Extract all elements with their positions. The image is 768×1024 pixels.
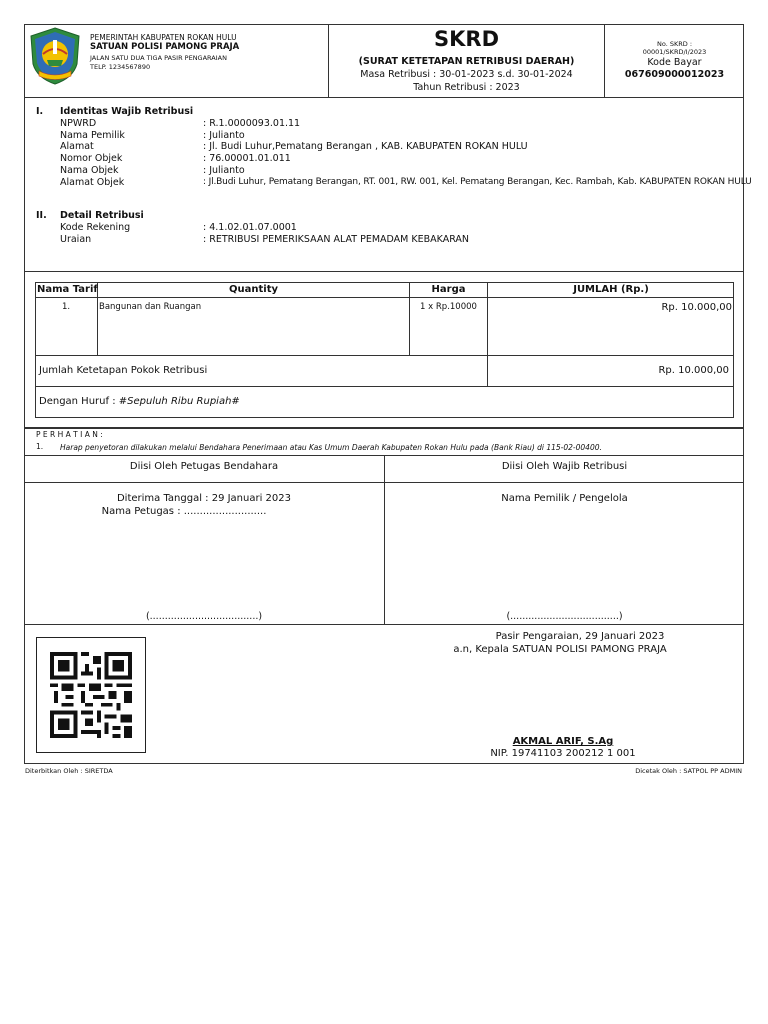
col-header-harga: Harga bbox=[431, 284, 466, 295]
nomor-objek-value: : 76.00001.01.011 bbox=[203, 153, 291, 164]
alamat-objek-label: Alamat Objek bbox=[60, 177, 125, 188]
nama-objek-value: : Julianto bbox=[203, 165, 245, 176]
alamat-label: Alamat bbox=[60, 141, 94, 152]
header-bottom-rule bbox=[24, 97, 744, 98]
npwrd-label: NPWRD bbox=[60, 118, 97, 129]
masa-retribusi: Masa Retribusi : 30-01-2023 s.d. 30-01-2024 bbox=[360, 69, 573, 80]
place-date: Pasir Pengaraian, 29 Januari 2023 bbox=[495, 631, 665, 642]
table-header-rule bbox=[35, 297, 734, 298]
footer-issued-by: Diterbitkan Oleh : SIRETDA bbox=[25, 767, 113, 775]
sign-divider bbox=[384, 455, 385, 625]
col-header-jumlah: JUMLAH (Rp.) bbox=[573, 284, 649, 295]
right-signature-line: (....................................) bbox=[506, 611, 623, 622]
perhatian-top-rule bbox=[24, 427, 744, 429]
table-items-bottom-rule bbox=[35, 355, 734, 356]
table-col-line-3 bbox=[487, 282, 488, 387]
row-tarif-name: Bangunan dan Ruangan bbox=[99, 302, 202, 312]
nama-pemilik-label: Nama Pemilik bbox=[60, 130, 125, 141]
row-jumlah: Rp. 10.000,00 bbox=[661, 302, 732, 313]
kode-bayar-label: Kode Bayar bbox=[647, 57, 702, 68]
sign-bottom-rule bbox=[24, 624, 744, 625]
row-harga: 1 x Rp.10000 bbox=[420, 302, 477, 312]
tahun-retribusi: Tahun Retribusi : 2023 bbox=[413, 82, 520, 93]
regency-logo bbox=[27, 26, 83, 86]
section-2-number: II. bbox=[36, 210, 47, 221]
gov-name: PEMERINTAH KABUPATEN ROKAN HULU bbox=[90, 33, 237, 42]
skrd-number-label: No. SKRD : bbox=[656, 40, 693, 48]
left-signature-line: (....................................) bbox=[145, 611, 263, 622]
perhatian-number: 1. bbox=[36, 442, 44, 451]
table-total-bottom-rule bbox=[35, 386, 734, 387]
amount-in-words bbox=[39, 396, 240, 407]
col-header-quantity: Quantity bbox=[229, 284, 278, 295]
left-box-title: Diisi Oleh Petugas Bendahara bbox=[129, 461, 279, 472]
perhatian-heading: P E R H A T I A N : bbox=[36, 430, 103, 439]
kode-rekening-value: : 4.1.02.01.07.0001 bbox=[203, 222, 297, 233]
nomor-objek-label: Nomor Objek bbox=[60, 153, 123, 164]
received-date: Diterima Tanggal : 29 Januari 2023 bbox=[116, 493, 292, 504]
section-2-bottom-rule bbox=[24, 271, 744, 272]
amount-in-words-label: Dengan Huruf : bbox=[39, 396, 119, 407]
section-1-heading: Identitas Wajib Retribusi bbox=[60, 106, 194, 117]
uraian-label: Uraian bbox=[60, 234, 92, 245]
alamat-objek-value: : Jl.Budi Luhur, Pematang Berangan, RT. 001, RW. 001, Kel. Pematang Berangan, Kec. Rambah, Kab. KABUPATEN ROKAN HULU bbox=[203, 177, 752, 187]
officer-name: Nama Petugas : .......................... bbox=[101, 506, 267, 517]
col-header-nama-tarif: Nama Tarif bbox=[37, 284, 98, 295]
footer-printed-by: Dicetak Oleh : SATPOL PP ADMIN bbox=[635, 767, 742, 775]
nama-pemilik-value: : Julianto bbox=[203, 130, 245, 141]
official-nip: NIP. 19741103 200212 1 001 bbox=[490, 748, 636, 759]
perhatian-text: Harap penyetoran dilakukan melalui Bendahara Penerimaan atau Kas Umum Daerah Kabupaten Rokan Hulu pada (Bank Riau) di 115-02-00400. bbox=[60, 443, 602, 452]
office-address: JALAN SATU DUA TIGA PASIR PENGARAIAN bbox=[90, 54, 227, 62]
kode-rekening-label: Kode Rekening bbox=[60, 222, 131, 233]
doc-subtitle: (SURAT KETETAPAN RETRIBUSI DAERAH) bbox=[358, 56, 575, 67]
npwrd-value: : R.1.0000093.01.11 bbox=[203, 118, 301, 129]
on-behalf-of: a.n, Kepala SATUAN POLISI PAMONG PRAJA bbox=[453, 644, 667, 655]
owner-name-label: Nama Pemilik / Pengelola bbox=[501, 493, 628, 504]
total-label: Jumlah Ketetapan Pokok Retribusi bbox=[39, 365, 208, 376]
amount-in-words-value: #Sepuluh Ribu Rupiah# bbox=[118, 396, 240, 407]
right-box-title: Diisi Oleh Wajib Retribusi bbox=[501, 461, 628, 472]
skrd-number: 00001/SKRD/I/2023 bbox=[642, 48, 707, 56]
row-number: 1. bbox=[62, 302, 71, 312]
qr-code bbox=[50, 652, 132, 738]
uraian-value: : RETRIBUSI PEMERIKSAAN ALAT PEMADAM KEBAKARAN bbox=[203, 234, 470, 245]
alamat-value: : Jl. Budi Luhur,Pematang Berangan , KAB. KABUPATEN ROKAN HULU bbox=[203, 141, 528, 152]
nama-objek-label: Nama Objek bbox=[60, 165, 119, 176]
section-1-number: I. bbox=[36, 106, 44, 117]
total-value: Rp. 10.000,00 bbox=[658, 365, 729, 376]
kode-bayar: 067609000012023 bbox=[624, 69, 725, 80]
section-2-heading: Detail Retribusi bbox=[60, 210, 144, 221]
doc-title: SKRD bbox=[434, 27, 499, 51]
official-name: AKMAL ARIF, S.Ag bbox=[512, 736, 614, 747]
office-phone: TELP. 1234567890 bbox=[90, 63, 151, 71]
office-name: SATUAN POLISI PAMONG PRAJA bbox=[90, 42, 240, 52]
